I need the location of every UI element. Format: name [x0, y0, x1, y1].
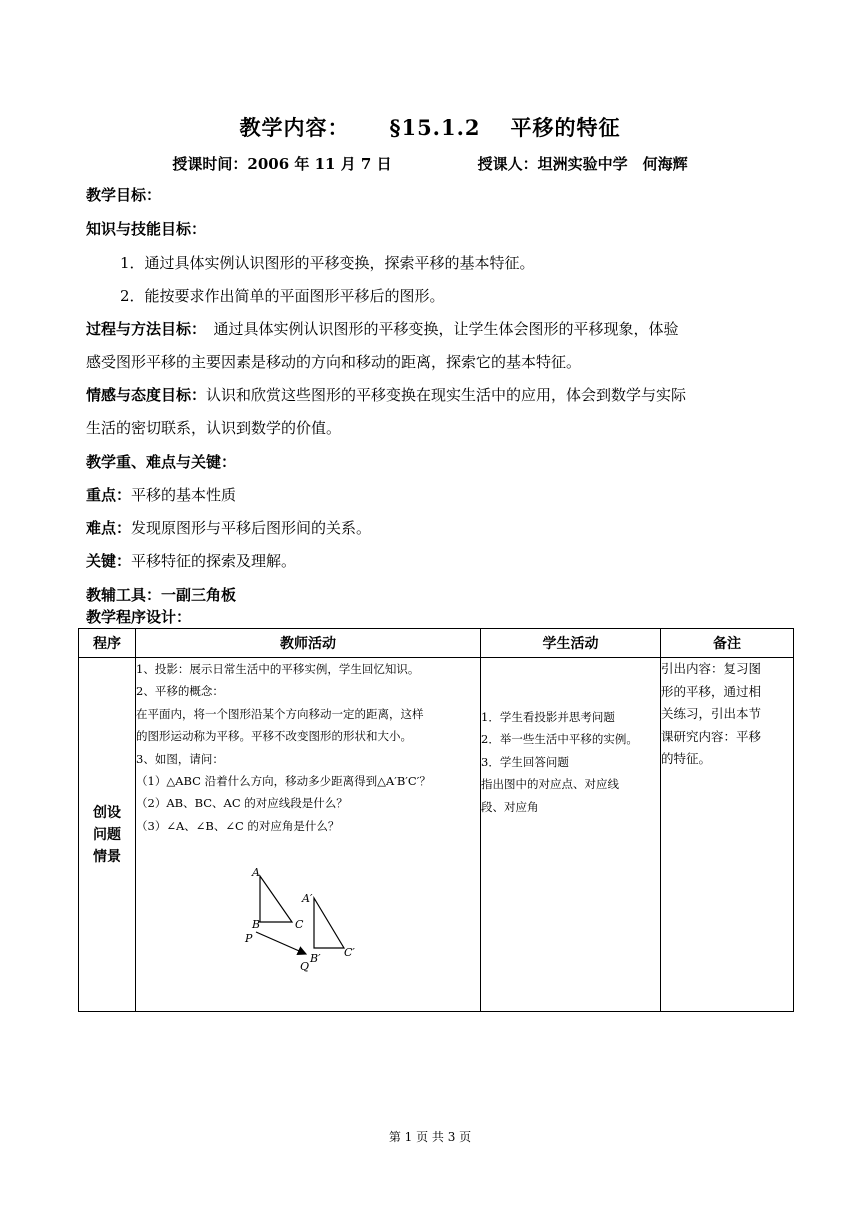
- key-point: [86, 550, 786, 572]
- objectives-heading: 教学目标：: [86, 186, 162, 204]
- stage-label-3: 情景: [93, 848, 121, 865]
- page-title: [0, 112, 860, 142]
- process-label: 过程与方法目标：: [86, 320, 199, 338]
- process-text: 通过具体实例认识图形的平移变换，让学生体会图形的平移现象，体验: [198, 320, 679, 338]
- teacher-line: （3）∠A、∠B、∠C 的对应角是什么？: [136, 818, 340, 833]
- student-activity-cell: [481, 658, 661, 1012]
- note-line: 引出内容：复习图: [661, 661, 762, 676]
- translation-figure: [238, 862, 368, 974]
- label-a-prime: A′: [302, 892, 313, 905]
- difficulty-label: 难点：: [86, 519, 132, 537]
- student-line: 2．举一些生活中平移的实例。: [481, 732, 638, 747]
- table-row: [79, 658, 794, 1012]
- teacher-line: 2、平移的概念：: [136, 684, 224, 699]
- stage-label-2: 问题: [93, 826, 121, 843]
- emotion-text: 认识和欣赏这些图形的平移变换在现实生活中的应用，体会到数学与实际: [206, 386, 687, 404]
- label-p: P: [245, 932, 253, 945]
- title-section: §15.1.2: [389, 115, 481, 140]
- emotion-objective: [86, 384, 786, 406]
- note-line: 关练习，引出本节: [661, 706, 762, 721]
- knowledge-item-1: 1．通过具体实例认识图形的平移变换，探索平移的基本特征。: [120, 254, 535, 272]
- notes-cell: [661, 658, 794, 1012]
- label-q: Q: [300, 960, 310, 973]
- lesson-table: [78, 628, 793, 1012]
- student-line: 指出图中的对应点、对应线: [481, 777, 619, 792]
- lesson-time: 授课时间：2006 年 11 月 7 日: [172, 155, 392, 173]
- triangle-abc: [260, 876, 292, 922]
- teacher-line: 3、如图，请问：: [136, 751, 224, 766]
- difficulty-text: 发现原图形与平移后图形间的关系。: [131, 519, 372, 537]
- page-footer: 第 1 页 共 3 页: [388, 1130, 472, 1144]
- teacher-line: （1）△ABC 沿着什么方向，移动多少距离得到△A′B′C′？: [136, 774, 431, 789]
- design-heading: 教学程序设计：: [86, 608, 192, 626]
- label-b-prime: B′: [310, 952, 321, 965]
- focus-text: 平移的基本性质: [131, 486, 237, 504]
- note-line: 的特征。: [661, 751, 712, 766]
- translation-arrow: [256, 932, 306, 954]
- header-student-activity: 学生活动: [481, 629, 661, 658]
- key-label: 关键：: [86, 552, 132, 570]
- label-b: B: [252, 918, 261, 931]
- focus-point: [86, 484, 786, 506]
- student-line: 1．学生看投影并思考问题: [481, 710, 615, 724]
- focus-label: 重点：: [86, 486, 132, 504]
- teacher-line: 的图形运动称为平移。平移不改变图形的形状和大小。: [136, 729, 412, 744]
- teacher-line: （2）AB、BC、AC 的对应线段是什么？: [136, 796, 348, 811]
- label-c-prime: C′: [344, 946, 355, 959]
- note-line: 形的平移，通过相: [661, 683, 762, 699]
- lesson-teacher: 授课人：坦洲实验中学 何海辉: [477, 155, 688, 173]
- label-c: C: [295, 918, 304, 931]
- emotion-label: 情感与态度目标：: [86, 386, 207, 404]
- process-objective: [86, 318, 786, 340]
- title-label: 教学内容：: [239, 115, 350, 140]
- table-header-row: [79, 629, 794, 658]
- note-line: 课研究内容：平移: [661, 728, 762, 744]
- student-line: 3．学生回答问题: [481, 754, 569, 769]
- knowledge-item-2: 2．能按要求作出简单的平面图形平移后的图形。: [120, 287, 445, 305]
- difficulty-point: [86, 517, 786, 539]
- student-line: 段、对应角: [481, 799, 539, 814]
- teacher-line: 1、投影：展示日常生活中的平移实例，学生回忆知识。: [136, 662, 420, 676]
- teacher-line: 在平面内，将一个图形沿某个方向移动一定的距离，这样: [136, 706, 424, 721]
- process-objective-cont: 感受图形平移的主要因素是移动的方向和移动的距离，探索它的基本特征。: [86, 353, 582, 371]
- triangle-abc-prime: [314, 898, 344, 948]
- key-points-heading: 教学重、难点与关键：: [86, 453, 237, 471]
- header-notes: 备注: [661, 629, 794, 658]
- lesson-info: [0, 153, 860, 174]
- key-text: 平移特征的探索及理解。: [131, 552, 297, 570]
- stage-cell: [79, 658, 136, 1012]
- title-topic: 平移的特征: [510, 115, 621, 140]
- label-a: A: [252, 866, 260, 879]
- header-teacher-activity: 教师活动: [136, 629, 481, 658]
- emotion-objective-cont: 生活的密切联系，认识到数学的价值。: [86, 419, 342, 437]
- knowledge-heading: 知识与技能目标：: [86, 220, 207, 238]
- header-procedure: 程序: [79, 629, 136, 658]
- teaching-tools: 教辅工具：一副三角板: [86, 586, 237, 604]
- stage-label-1: 创设: [93, 804, 121, 821]
